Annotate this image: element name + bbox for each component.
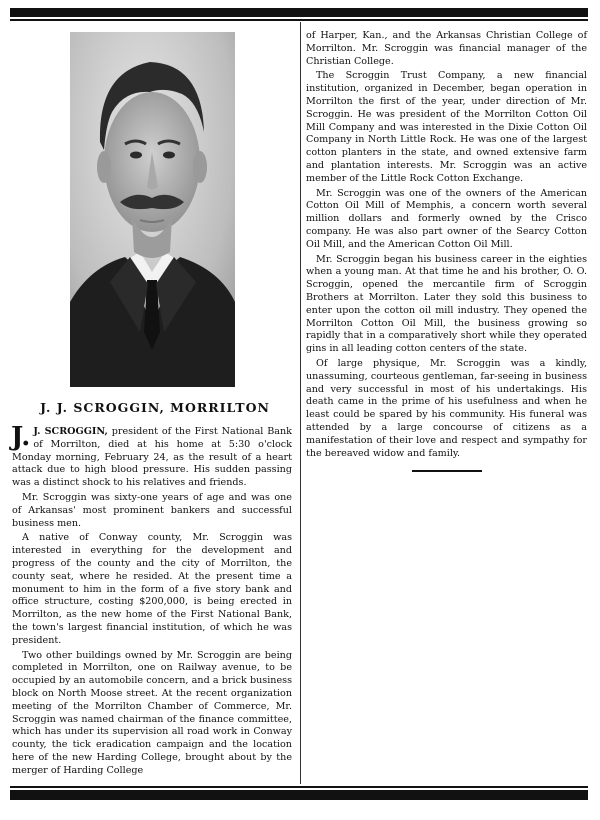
article-paragraph-4-continued: of Harper, Kan., and the Arkansas Christian College of Morrilton. Mr. Scroggin was financial manager of the Christian College. bbox=[306, 30, 587, 67]
article-column-right bbox=[306, 30, 587, 472]
bottom-border-rule bbox=[10, 786, 588, 802]
article-paragraph-3: A native of Conway county, Mr. Scroggin was interested in everything for the development and progress of the county and the city of Morrilton, the county seat, where he resided. At the present time a monument to him in the form of a five story bank and office structure, costing $200,000, is being erected in Morrilton, as the new home of the First National Bank, the town's largest financial institution, of which he was president. bbox=[12, 532, 292, 646]
article-paragraph-8: Of large physique, Mr. Scroggin was a kindly, unassuming, courteous gentleman, far-seeing in business and very successful in most of his undertakings. His death came in the prime of his usefulness and when he least could be spared by his community. His funeral was attended by a large concourse of citizens as a manifestation of their love and respect and sympathy for the bereaved widow and family. bbox=[306, 357, 587, 459]
article-paragraph-1 bbox=[11, 422, 292, 490]
portrait-photo bbox=[70, 32, 235, 387]
paragraph-text: president of the First National Bank of Morrilton, died at his home at 5:30 o'clock Monday morning, February 24, as the result of a heart attack due to high blood pressure. His sudden passing was a distinct shock to his relatives and friends. bbox=[12, 426, 292, 489]
lead-name: J. SCROGGIN, bbox=[33, 426, 108, 437]
drop-cap: J. bbox=[11, 422, 31, 452]
article-paragraph-7: Mr. Scroggin began his business career in the eighties when a young man. At that time he and his brother, O. O. Scroggin, opened the mercantile firm of Scroggin Brothers at Morrilton. Later they sold this business to enter upon the cotton oil mill industry. They opened the Morrilton Cotton Oil Mill, the business growing so rapidly that in a comparatively short while they operated gins in all leading cotton centers of the state. bbox=[306, 253, 587, 355]
column-divider bbox=[300, 22, 301, 784]
article-column-left bbox=[11, 422, 292, 780]
article-paragraph-2: Mr. Scroggin was sixty-one years of age and was one of Arkansas' most prominent bankers and successful business men. bbox=[12, 491, 292, 529]
top-border-rule bbox=[10, 8, 588, 22]
article-paragraph-4: Two other buildings owned by Mr. Scroggin are being completed in Morrilton, one on Railway avenue, to be occupied by an automobile concern, and a brick business block on North Moose street. At the recent organization meeting of the Morrilton Chamber of Commerce, Mr. Scroggin was named chairman of the finance committee, which has under its supervision all road work in Conway county, the tick eradication campaign and the location here of the new Harding College, brought about by the merger of Harding College bbox=[12, 649, 292, 776]
article-paragraph-6: Mr. Scroggin was one of the owners of the American Cotton Oil Mill of Memphis, a concern worth several million dollars and formerly owned by the Crisco company. He was also part owner of the Searcy Cotton Oil Mill, and the American Cotton Oil Mill. bbox=[306, 187, 587, 250]
article-paragraph-5: The Scroggin Trust Company, a new financial institution, organized in December, began operation in Morrilton the first of the year, under direction of Mr. Scroggin. He was president of the Morrilton Cotton Oil Mill Company and was interested in the Dixie Cotton Oil Company in North Little Rock. He was one of the largest cotton planters in the state, and owned extensive farm and plantation interests. Mr. Scroggin was an active member of the Little Rock Cotton Exchange. bbox=[306, 70, 587, 184]
end-of-article-rule bbox=[412, 470, 482, 472]
photo-caption: J. J. SCROGGIN, MORRILTON bbox=[40, 400, 270, 415]
